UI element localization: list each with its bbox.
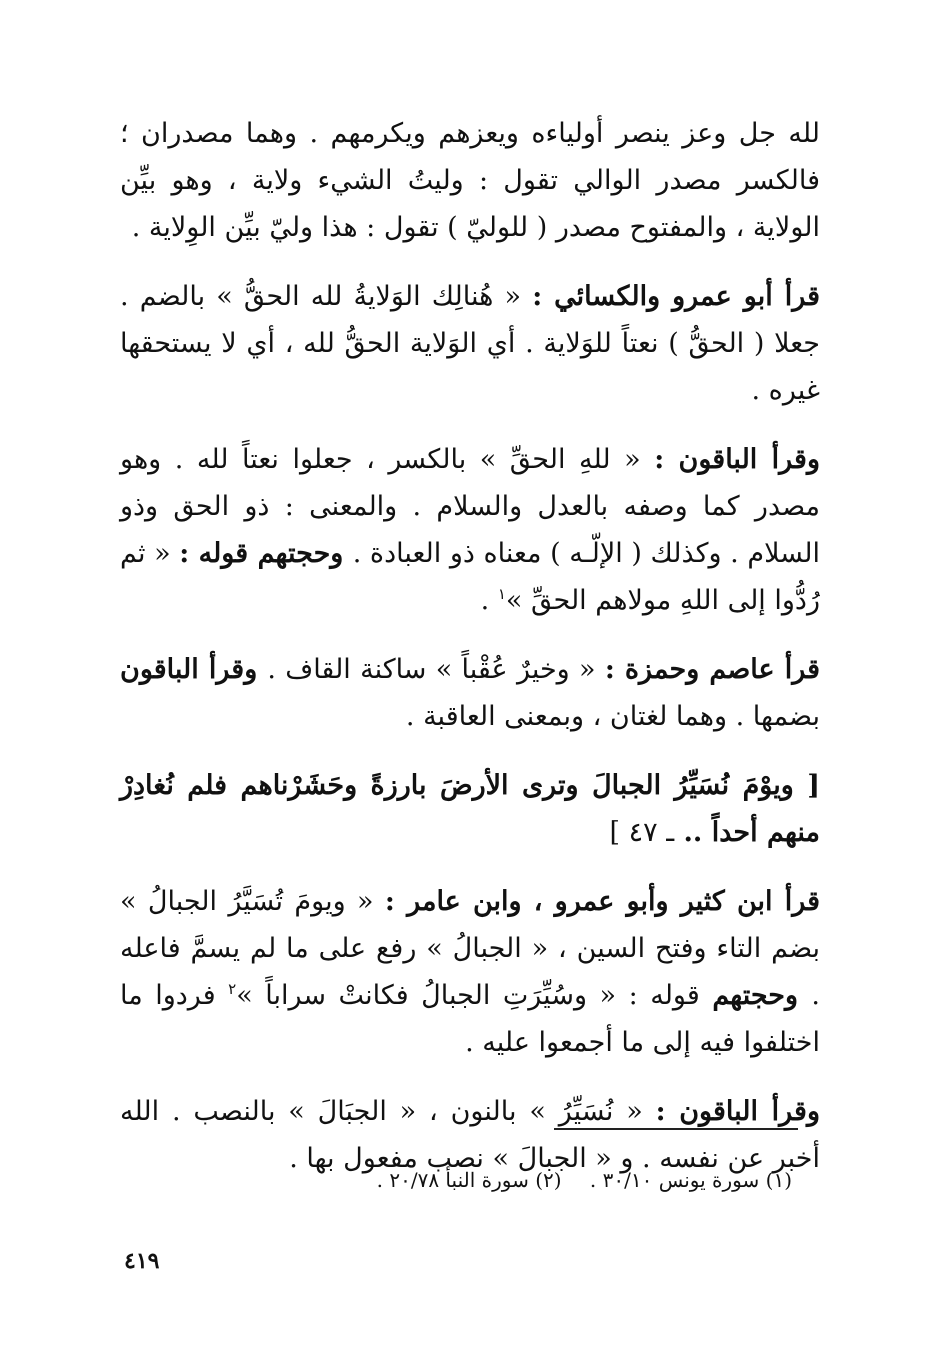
footnote-marker-1: ١: [497, 585, 506, 603]
paragraph-4-text-b: بضمها . وهما لغتان ، وبمعنى العاقبة .: [405, 701, 820, 732]
verse-reference: ـ ٤٧ ]: [609, 817, 675, 848]
footnote-1: (١) سورة يونس ٣٠/١٠ .: [589, 1168, 792, 1192]
paragraph-2: [120, 273, 820, 414]
argument-lead: وحجتهم قوله :: [179, 538, 353, 569]
paragraph-3: [120, 436, 820, 624]
footnote-divider: [554, 1128, 798, 1130]
page-body: [120, 110, 820, 1204]
paragraph-3-text-a: « للهِ الحقِّ » بالكسر ، جعلوا نعتاً لله . وهو مصدر كما وصفه بالعدل والسلام . والمعنى : ذو الحق وذو السلام . وكذلك ( الإلّـه ) معناه ذو العبادة .: [120, 444, 820, 569]
page-number: ٤١٩: [124, 1248, 160, 1274]
paragraph-4-text-a: « وخيرٌ عُقْباً » ساكنة القاف .: [267, 654, 605, 685]
paragraph-6-text-b: قوله : « وسُيِّرَتِ الجبالُ فكانتْ سراباً »: [236, 980, 713, 1011]
quran-verse: [120, 762, 820, 856]
reading-lead: وقرأ الباقون :: [654, 444, 820, 475]
footnote-marker-2: ٢: [228, 980, 237, 998]
paragraph-1: [120, 110, 820, 251]
reading-lead: قرأ ابن كثير وأبو عمرو ، وابن عامر :: [384, 886, 821, 917]
footnotes: [377, 1166, 792, 1194]
paragraph-6-end: فردوا ما اختلفوا فيه إلى ما أجمعوا عليه .: [120, 980, 820, 1058]
paragraph-3-text-b: « ثم رُدُّوا إلى اللهِ مولاهم الحقِّ »: [120, 538, 820, 616]
paragraph-4: [120, 646, 820, 740]
paragraph-3-end: .: [480, 585, 498, 616]
argument-lead: وحجتهم: [712, 980, 812, 1011]
paragraph-2-text: « هُنالِك الوَلايةُ لله الحقُّ » بالضم . جعلا ( الحقُّ ) نعتاً للوَلاية . أي الوَلاية الحقُّ لله ، أي لا يستحقها غيره .: [120, 281, 820, 406]
reading-lead: قرأ عاصم وحمزة :: [604, 654, 821, 685]
paragraph-6-text-a: « ويومَ تُسَيَّرُ الجبالُ » بضم التاء وفتح السين ، « الجبالُ » رفع على ما لم يسمَّ فاعله .: [120, 886, 820, 1011]
reading-lead: وقرأ الباقون :: [655, 1096, 820, 1127]
paragraph-7-text: « نُسَيِّرُ » بالنون ، « الجبَالَ » بالنصب . الله أخبر عن نفسه . و « الجبالَ » نصب مفعول بها .: [120, 1096, 820, 1174]
reading-lead: قرأ أبو عمرو والكسائي :: [532, 281, 820, 312]
paragraph-6: [120, 878, 820, 1066]
verse-text: [ ويوْمَ نُسَيِّرُ الجبالَ وترى الأرضَ بارزةً وحَشَرْناهم فلم نُغادِرْ منهم أحداً ..: [120, 770, 820, 848]
reading-lead-2: وقرأ الباقون: [120, 654, 268, 685]
footnote-2: (٢) سورة النبأ ٢٠/٧٨ .: [376, 1168, 562, 1192]
paragraph-1-text: لله جل وعز ينصر أولياءه ويعزهم ويكرمهم . وهما مصدران ؛ فالكسر مصدر الوالي تقول : وليتُ الشيء ولاية ، وهو بيِّن الولاية ، والمفتوح مصدر ( للوليّ ) تقول : هذا وليّ بيِّن الوِلاية .: [120, 118, 820, 243]
